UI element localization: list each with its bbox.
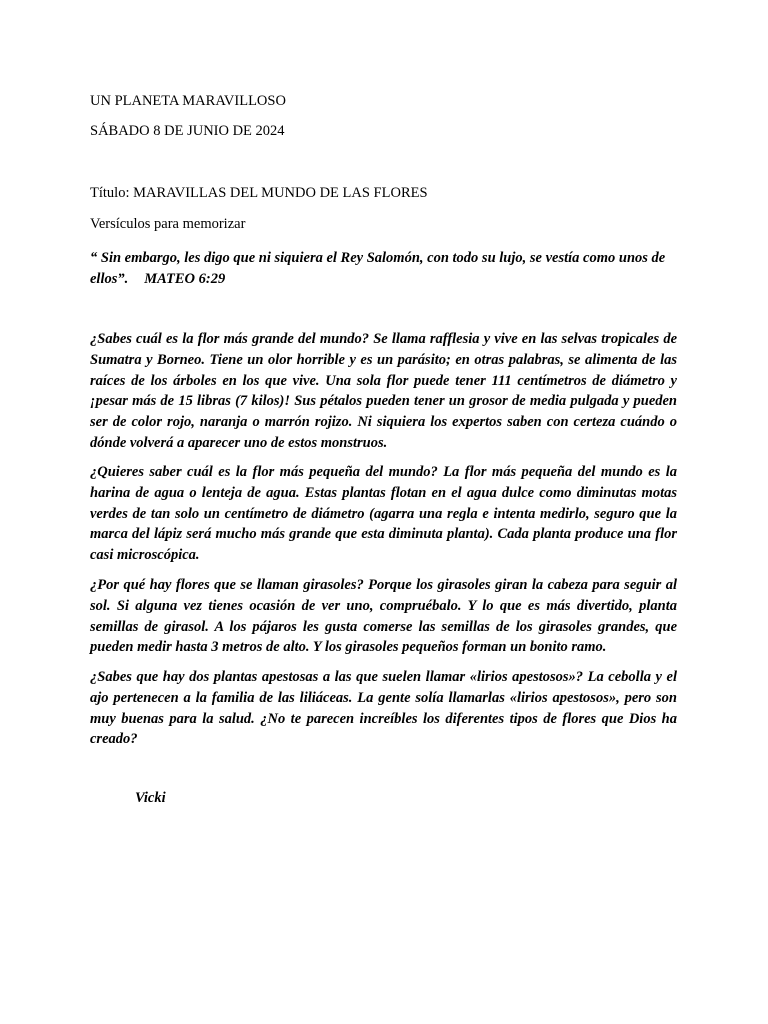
- paragraph-sunflowers: ¿Por qué hay flores que se llaman girasoles? Porque los girasoles giran la cabeza para seguir al sol. Si alguna vez tienes ocasión de ver uno, compruébalo. Y lo que es más divertido, planta semillas de girasol. A los pájaros les gusta comerse las semillas de los girasoles grandes, que pueden medir hasta 3 metros de alto. Y los girasoles pequeños forman un bonito ramo.: [90, 577, 677, 656]
- memory-verse: [90, 248, 680, 289]
- date-line: SÁBADO 8 DE JUNIO DE 2024: [90, 123, 285, 139]
- verse-text: “ Sin embargo, les digo que ni siquiera el Rey Salomón, con todo su lujo, se vestía como unos de ellos”.: [90, 250, 666, 287]
- verse-reference: MATEO 6:29: [144, 270, 226, 287]
- author-signature: Vicki: [135, 790, 166, 806]
- paragraph-largest-flower: ¿Sabes cuál es la flor más grande del mundo? Se llama rafflesia y vive en las selvas tropicales de Sumatra y Borneo. Tiene un olor horrible y es un parásito; en otras palabras, se alimenta de las raíces de los árboles en los que vive. Una sola flor puede tener 111 centímetros de diámetro y ¡pesar más de 15 libras (7 kilos)! Sus pétalos pueden tener un grosor de media pulgada y pueden ser de color rojo, naranja o marrón rojizo. Ni siquiera los expertos saben con certeza cuándo o dónde volverá a aparecer uno de estos monstruos.: [90, 331, 677, 451]
- paragraph-smallest-flower: ¿Quieres saber cuál es la flor más pequeña del mundo? La flor más pequeña del mundo es la harina de agua o lenteja de agua. Estas plantas flotan en el agua dulce como diminutas motas verdes de tan solo un centímetro de diámetro (agarra una regla e intenta medirlo, seguro que la marca del lápiz será mucho más grande que esta diminuta planta). Cada planta produce una flor casi microscópica.: [90, 464, 677, 564]
- paragraph-stinky-lilies: ¿Sabes que hay dos plantas apestosas a las que suelen llamar «lirios apestosos»? La cebolla y el ajo pertenecen a la familia de las liliáceas. La gente solía llamarlas «lirios apestosos», pero son muy buenas para la salud. ¿No te parecen increíbles los diferentes tipos de flores que Dios ha creado?: [90, 669, 677, 748]
- series-title: UN PLANETA MARAVILLOSO: [90, 93, 286, 109]
- verses-label: Versículos para memorizar: [90, 216, 246, 232]
- lesson-title: Título: MARAVILLAS DEL MUNDO DE LAS FLORES: [90, 185, 428, 201]
